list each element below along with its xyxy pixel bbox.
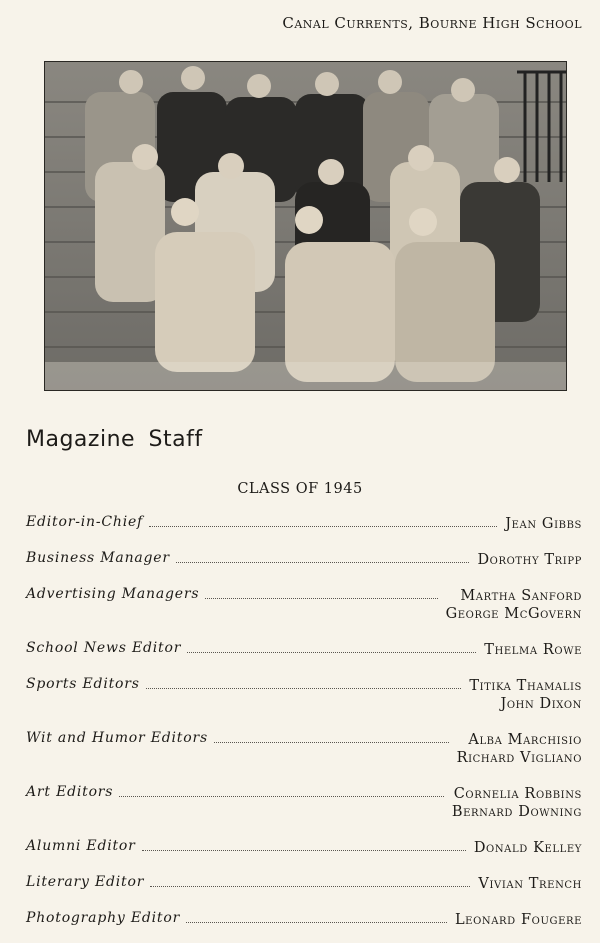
staff-name: Richard Vigliano — [456, 750, 582, 766]
staff-role: Sports Editors — [26, 676, 140, 692]
staff-names — [477, 550, 582, 569]
group-photo-illustration — [45, 62, 566, 390]
staff-row — [26, 640, 582, 659]
staff-names — [452, 784, 582, 821]
dot-leader — [186, 922, 447, 923]
staff-role: School News Editor — [26, 640, 182, 656]
staff-names — [446, 586, 582, 623]
dot-leader — [142, 850, 466, 851]
staff-role: Alumni Editor — [26, 838, 136, 854]
class-heading: CLASS OF 1945 — [237, 481, 363, 497]
staff-role: Art Editors — [26, 784, 114, 800]
staff-names — [455, 910, 582, 929]
running-header: Canal Currents, Bourne High School — [282, 14, 582, 32]
dot-leader — [150, 886, 470, 887]
staff-role: Editor-in-Chief — [26, 514, 144, 530]
staff-row — [26, 676, 582, 713]
staff-row — [26, 586, 582, 623]
staff-name: John Dixon — [500, 696, 582, 712]
dot-leader — [205, 598, 437, 599]
dot-leader — [214, 742, 449, 743]
staff-role: Wit and Humor Editors — [26, 730, 208, 746]
staff-row — [26, 838, 582, 857]
dot-leader — [176, 562, 470, 563]
staff-name: Vivian Trench — [478, 876, 582, 892]
dot-leader — [119, 796, 444, 797]
staff-role: Business Manager — [26, 550, 170, 566]
staff-name: Jean Gibbs — [505, 516, 582, 532]
dot-leader — [187, 652, 476, 653]
staff-names — [469, 676, 582, 713]
page-title: Magazine Staff — [26, 427, 203, 452]
staff-role: Literary Editor — [26, 874, 145, 890]
staff-name: Martha Sanford — [460, 588, 582, 604]
staff-names — [505, 514, 582, 533]
staff-names — [478, 874, 582, 893]
staff-row — [26, 910, 582, 929]
staff-names — [474, 838, 582, 857]
staff-name: Dorothy Tripp — [477, 552, 582, 568]
staff-row — [26, 730, 582, 767]
staff-names — [457, 730, 582, 767]
staff-name: Alba Marchisio — [468, 732, 582, 748]
staff-name: Bernard Downing — [451, 804, 582, 820]
staff-name: Titika Thamalis — [469, 678, 582, 694]
staff-name: Thelma Rowe — [484, 642, 582, 658]
staff-role: Advertising Managers — [26, 586, 200, 602]
staff-role: Photography Editor — [26, 910, 181, 926]
staff-row — [26, 514, 582, 533]
dot-leader — [149, 526, 497, 527]
staff-row — [26, 550, 582, 569]
staff-name: Cornelia Robbins — [453, 786, 582, 802]
staff-name: Leonard Fougere — [454, 912, 582, 928]
staff-row — [26, 784, 582, 821]
dot-leader — [146, 688, 462, 689]
staff-row — [26, 874, 582, 893]
staff-name: George McGovern — [445, 606, 582, 622]
group-photo — [44, 61, 567, 391]
staff-names — [484, 640, 582, 659]
staff-name: Donald Kelley — [473, 840, 582, 856]
